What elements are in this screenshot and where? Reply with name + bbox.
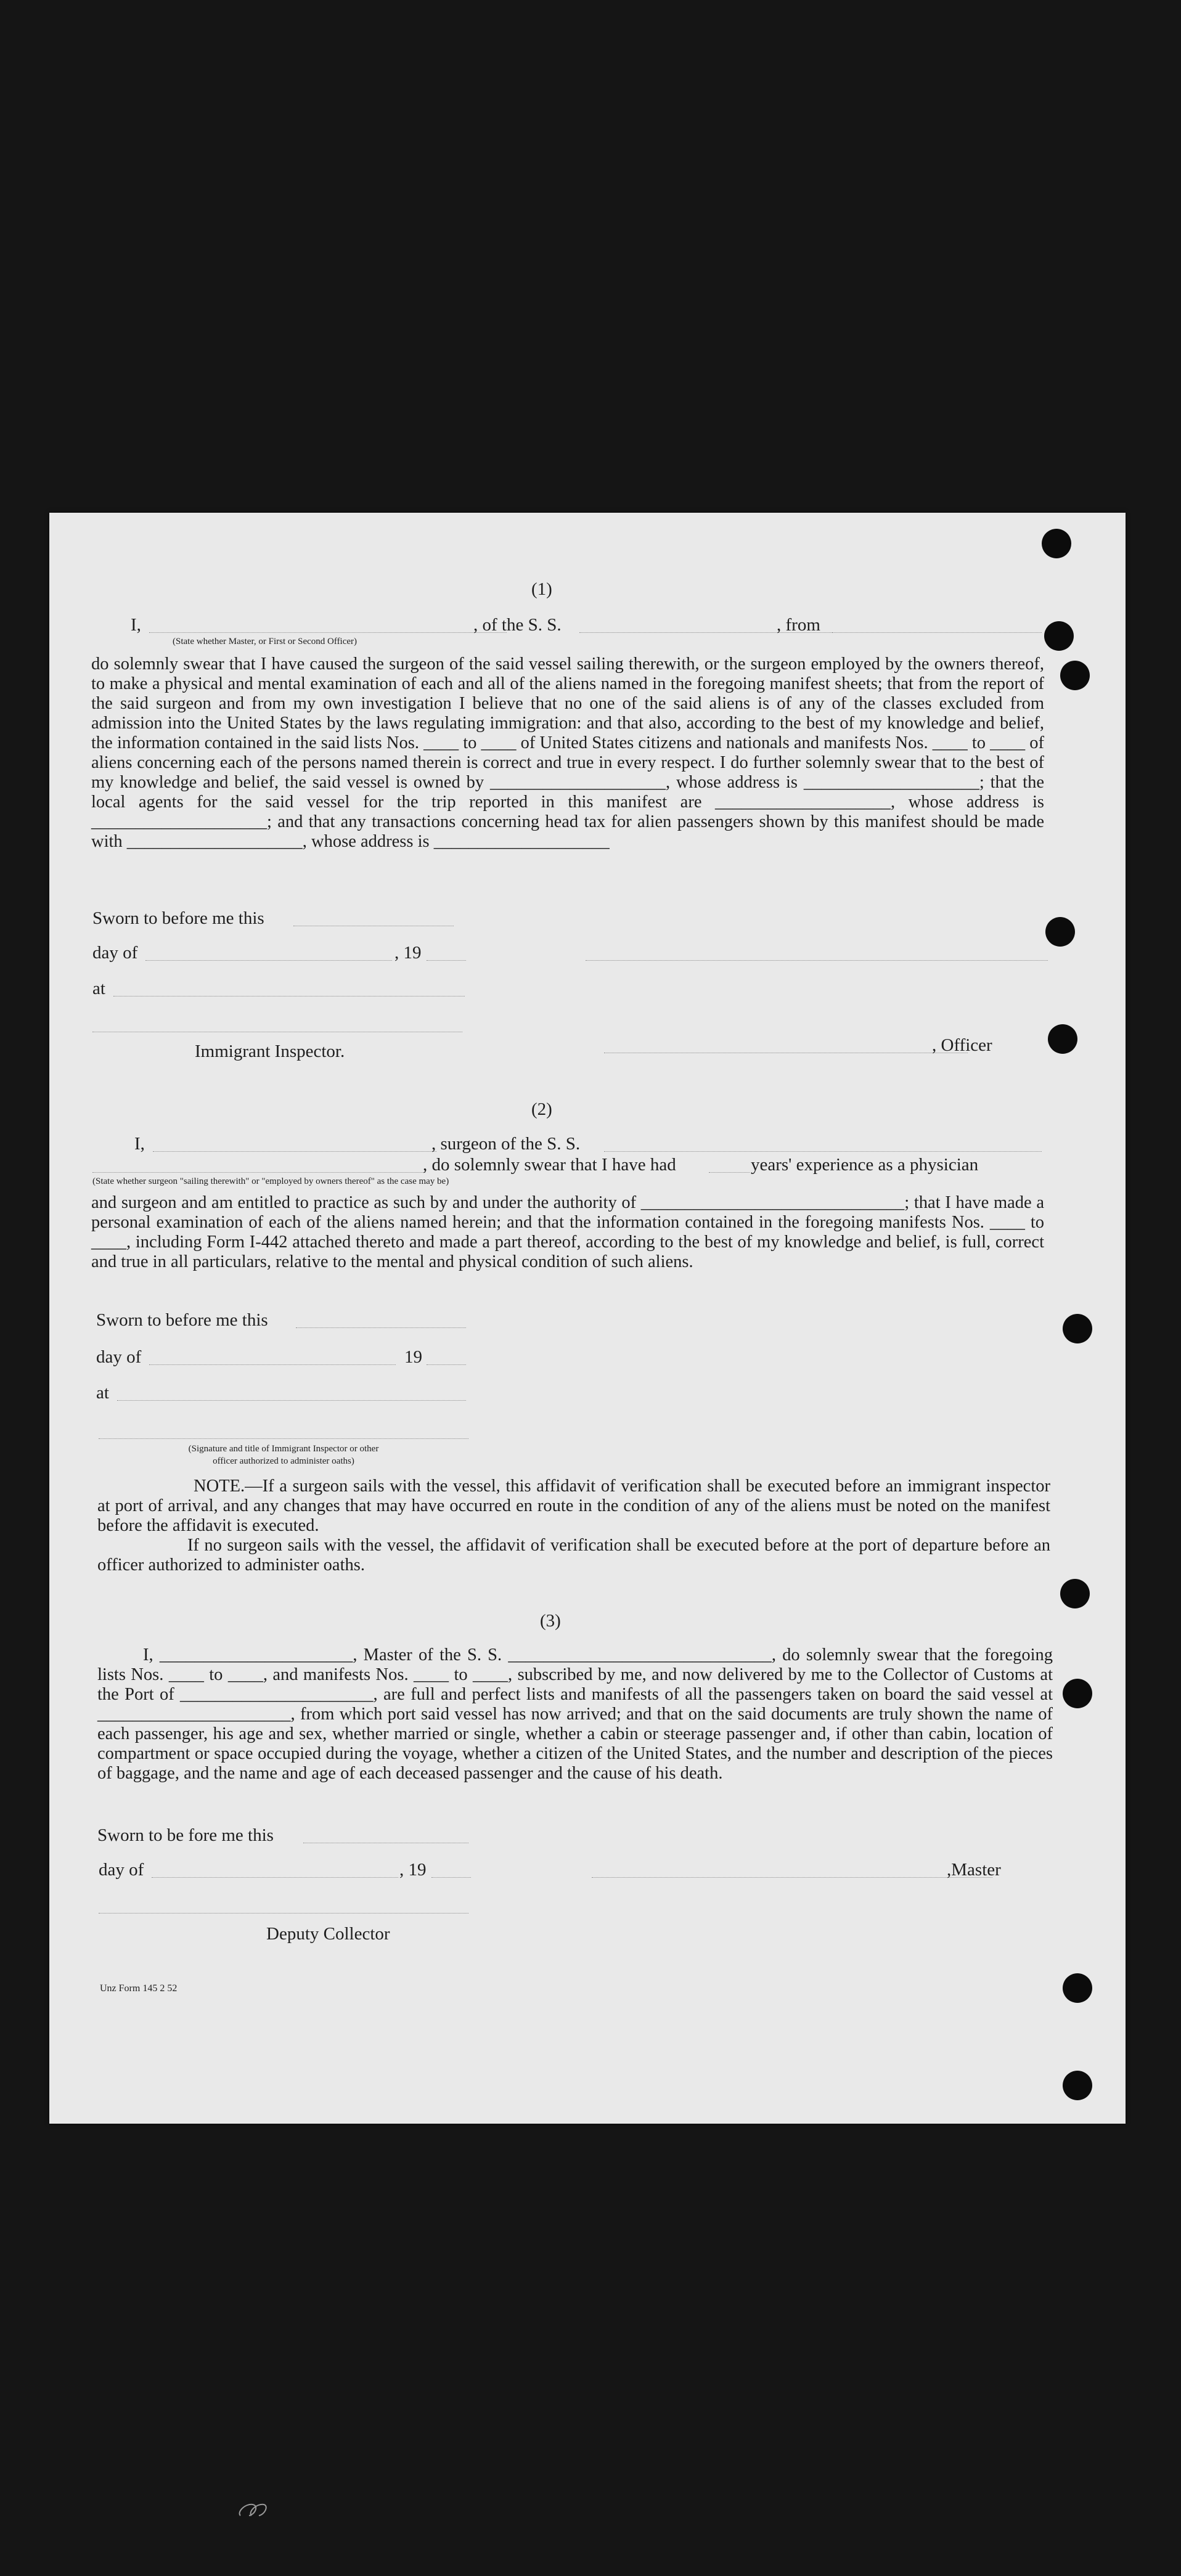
s3-collector-label: Deputy Collector bbox=[266, 1924, 390, 1944]
section-3-number: (3) bbox=[540, 1611, 561, 1631]
stray-mark bbox=[234, 2497, 271, 2522]
s2-at-label: at bbox=[96, 1383, 109, 1403]
s1-i-label: I, bbox=[131, 615, 141, 635]
punch-hole-1 bbox=[1042, 529, 1071, 558]
s2-status-note: (State whether surgeon "sailing therewith" or "employed by owners thereof" as the case may be) bbox=[92, 1176, 449, 1186]
s1-from-label: , from bbox=[777, 615, 820, 635]
s1-rank-blank bbox=[149, 632, 507, 633]
punch-hole-2 bbox=[1044, 621, 1074, 651]
s2-sig-note-line2: officer authorized to administer oaths) bbox=[213, 1456, 354, 1466]
s3-master-label: ,Master bbox=[947, 1860, 1001, 1880]
note-paragraph-1: NOTE.—If a surgeon sails with the vessel, this affidavit of verification shall be executed before an immigrant inspector at port of arrival, and any changes that may have occurred en route in the condition of any of the aliens must be noted on the manifest before the affidavit is executed. bbox=[97, 1477, 1050, 1535]
form-number: Unz Form 145 2 52 bbox=[100, 1983, 178, 1994]
s1-at-blank bbox=[113, 996, 465, 997]
s3-collector-sig-blank bbox=[99, 1913, 468, 1914]
s1-at-label: at bbox=[92, 979, 105, 998]
s2-oath-body: and surgeon and am entitled to practice as such by and under the authority of ______________________________; that I have made a personal examination of each of the aliens named herein; and that the information contained in the foregoing manifests Nos. ____ to ____, including Form I-442 attached thereto and made a part thereof, according to the best of my knowledge and belief, is full, correct and true in all particulars, relative to the mental and physical condition of such aliens. bbox=[91, 1193, 1044, 1271]
s2-swear-label: , do solemnly swear that I have had bbox=[423, 1155, 676, 1175]
punch-hole-3 bbox=[1060, 661, 1090, 690]
s2-day-label: day of bbox=[96, 1347, 142, 1367]
s1-officer-label: , Officer bbox=[932, 1035, 992, 1055]
punch-hole-6 bbox=[1063, 1314, 1092, 1343]
s3-day-blank bbox=[152, 1877, 398, 1878]
s2-status-blank bbox=[92, 1172, 425, 1173]
s1-year-label: , 19 bbox=[394, 943, 422, 963]
s2-surgeon-of-label: , surgeon of the S. S. bbox=[431, 1134, 581, 1154]
s3-year-blank bbox=[431, 1877, 471, 1878]
s2-year-blank bbox=[427, 1364, 466, 1365]
s2-years-blank bbox=[709, 1172, 750, 1173]
s2-i-label: I, bbox=[134, 1134, 145, 1154]
s1-rank-note: (State whether Master, or First or Second Officer) bbox=[173, 637, 358, 646]
s3-master-blank bbox=[592, 1877, 992, 1878]
s2-sig-note-line1: (Signature and title of Immigrant Inspector or other bbox=[188, 1444, 379, 1454]
s1-year-blank bbox=[427, 960, 466, 961]
s2-inspector-sig-blank bbox=[99, 1438, 468, 1439]
s3-day-label: day of bbox=[99, 1860, 144, 1880]
punch-hole-10 bbox=[1063, 2071, 1092, 2100]
s2-years-label: years' experience as a physician bbox=[751, 1155, 979, 1175]
s3-oath-body: I, ______________________, Master of the S. S. ______________________________, do solemnly swear that the foregoing lists Nos. ____ to ____, and manifests Nos. ____ to ____, subscribed by me, and now delivered by me to the Collector of Customs at the Port of ______________________, are full and perfect lists and manifests of all the passengers taken on board the said vessel at ______________________, from which port said vessel has now arrived; and that on the said documents are truly shown the name of each passenger, his age and sex, whether married or single, whether a cabin or steerage passenger and, if other than cabin, location of compartment or space occupied during the voyage, whether a citizen of the United States, and the number and description of the pieces of baggage, and the name and age of each deceased passenger and the cause of his death. bbox=[97, 1645, 1053, 1783]
s1-from-blank bbox=[832, 632, 1042, 633]
s2-day-blank bbox=[149, 1364, 396, 1365]
manifest-verification-page bbox=[49, 513, 1126, 2124]
s1-inspector-label: Immigrant Inspector. bbox=[195, 1041, 345, 1061]
s2-vessel-blank bbox=[604, 1151, 1042, 1152]
s1-of-ss-label: , of the S. S. bbox=[473, 615, 562, 635]
s1-oath-body: do solemnly swear that I have caused the surgeon of the said vessel sailing therewith, or the surgeon employed by the owners thereof, to make a physical and mental examination of each and all of the aliens named in the foregoing manifest sheets; that from the report of the said surgeon and from my own investigation I believe that no one of the said aliens is of any of the classes excluded from admission into the United States by the laws regulating immigration: and that also, according to the best of my knowledge and belief, the information contained in the said lists Nos. ____ to ____ of United States citizens and nationals and manifests Nos. ____ to ____ of aliens concerning each of the persons named therein is correct and true in every respect. I do further solemnly swear that to the best of my knowledge and belief, the said vessel is owned by ____________________, whose address is ____________________; that the local agents for the said vessel for the trip reported in this manifest are ____________________, whose address is ____________________; and that any transactions concerning head tax for alien passengers shown by this manifest should be made with ____________________, whose address is ____________________ bbox=[91, 654, 1044, 851]
s1-day-label: day of bbox=[92, 943, 138, 963]
punch-hole-7 bbox=[1060, 1579, 1090, 1608]
note-paragraph-2: If no surgeon sails with the vessel, the affidavit of verification shall be executed before at the port of departure before an officer authorized to administer oaths. bbox=[97, 1536, 1050, 1575]
punch-hole-8 bbox=[1063, 1679, 1092, 1708]
section-2-number: (2) bbox=[531, 1099, 552, 1119]
punch-hole-9 bbox=[1063, 1973, 1092, 2003]
s2-sworn-label: Sworn to before me this bbox=[96, 1310, 268, 1330]
s2-year-label: 19 bbox=[404, 1347, 422, 1367]
punch-hole-4 bbox=[1045, 917, 1075, 947]
section-1-number: (1) bbox=[531, 579, 552, 599]
s1-sworn-label: Sworn to before me this bbox=[92, 908, 264, 928]
s3-year-label: , 19 bbox=[399, 1860, 427, 1880]
s1-day-blank bbox=[145, 960, 392, 961]
s2-sworn-blank bbox=[296, 1327, 466, 1328]
s2-at-blank bbox=[117, 1400, 466, 1401]
s3-sworn-label: Sworn to be fore me this bbox=[97, 1825, 274, 1845]
s2-name-blank bbox=[153, 1151, 436, 1152]
s1-signature-blank bbox=[586, 960, 1048, 961]
punch-hole-5 bbox=[1048, 1024, 1077, 1054]
